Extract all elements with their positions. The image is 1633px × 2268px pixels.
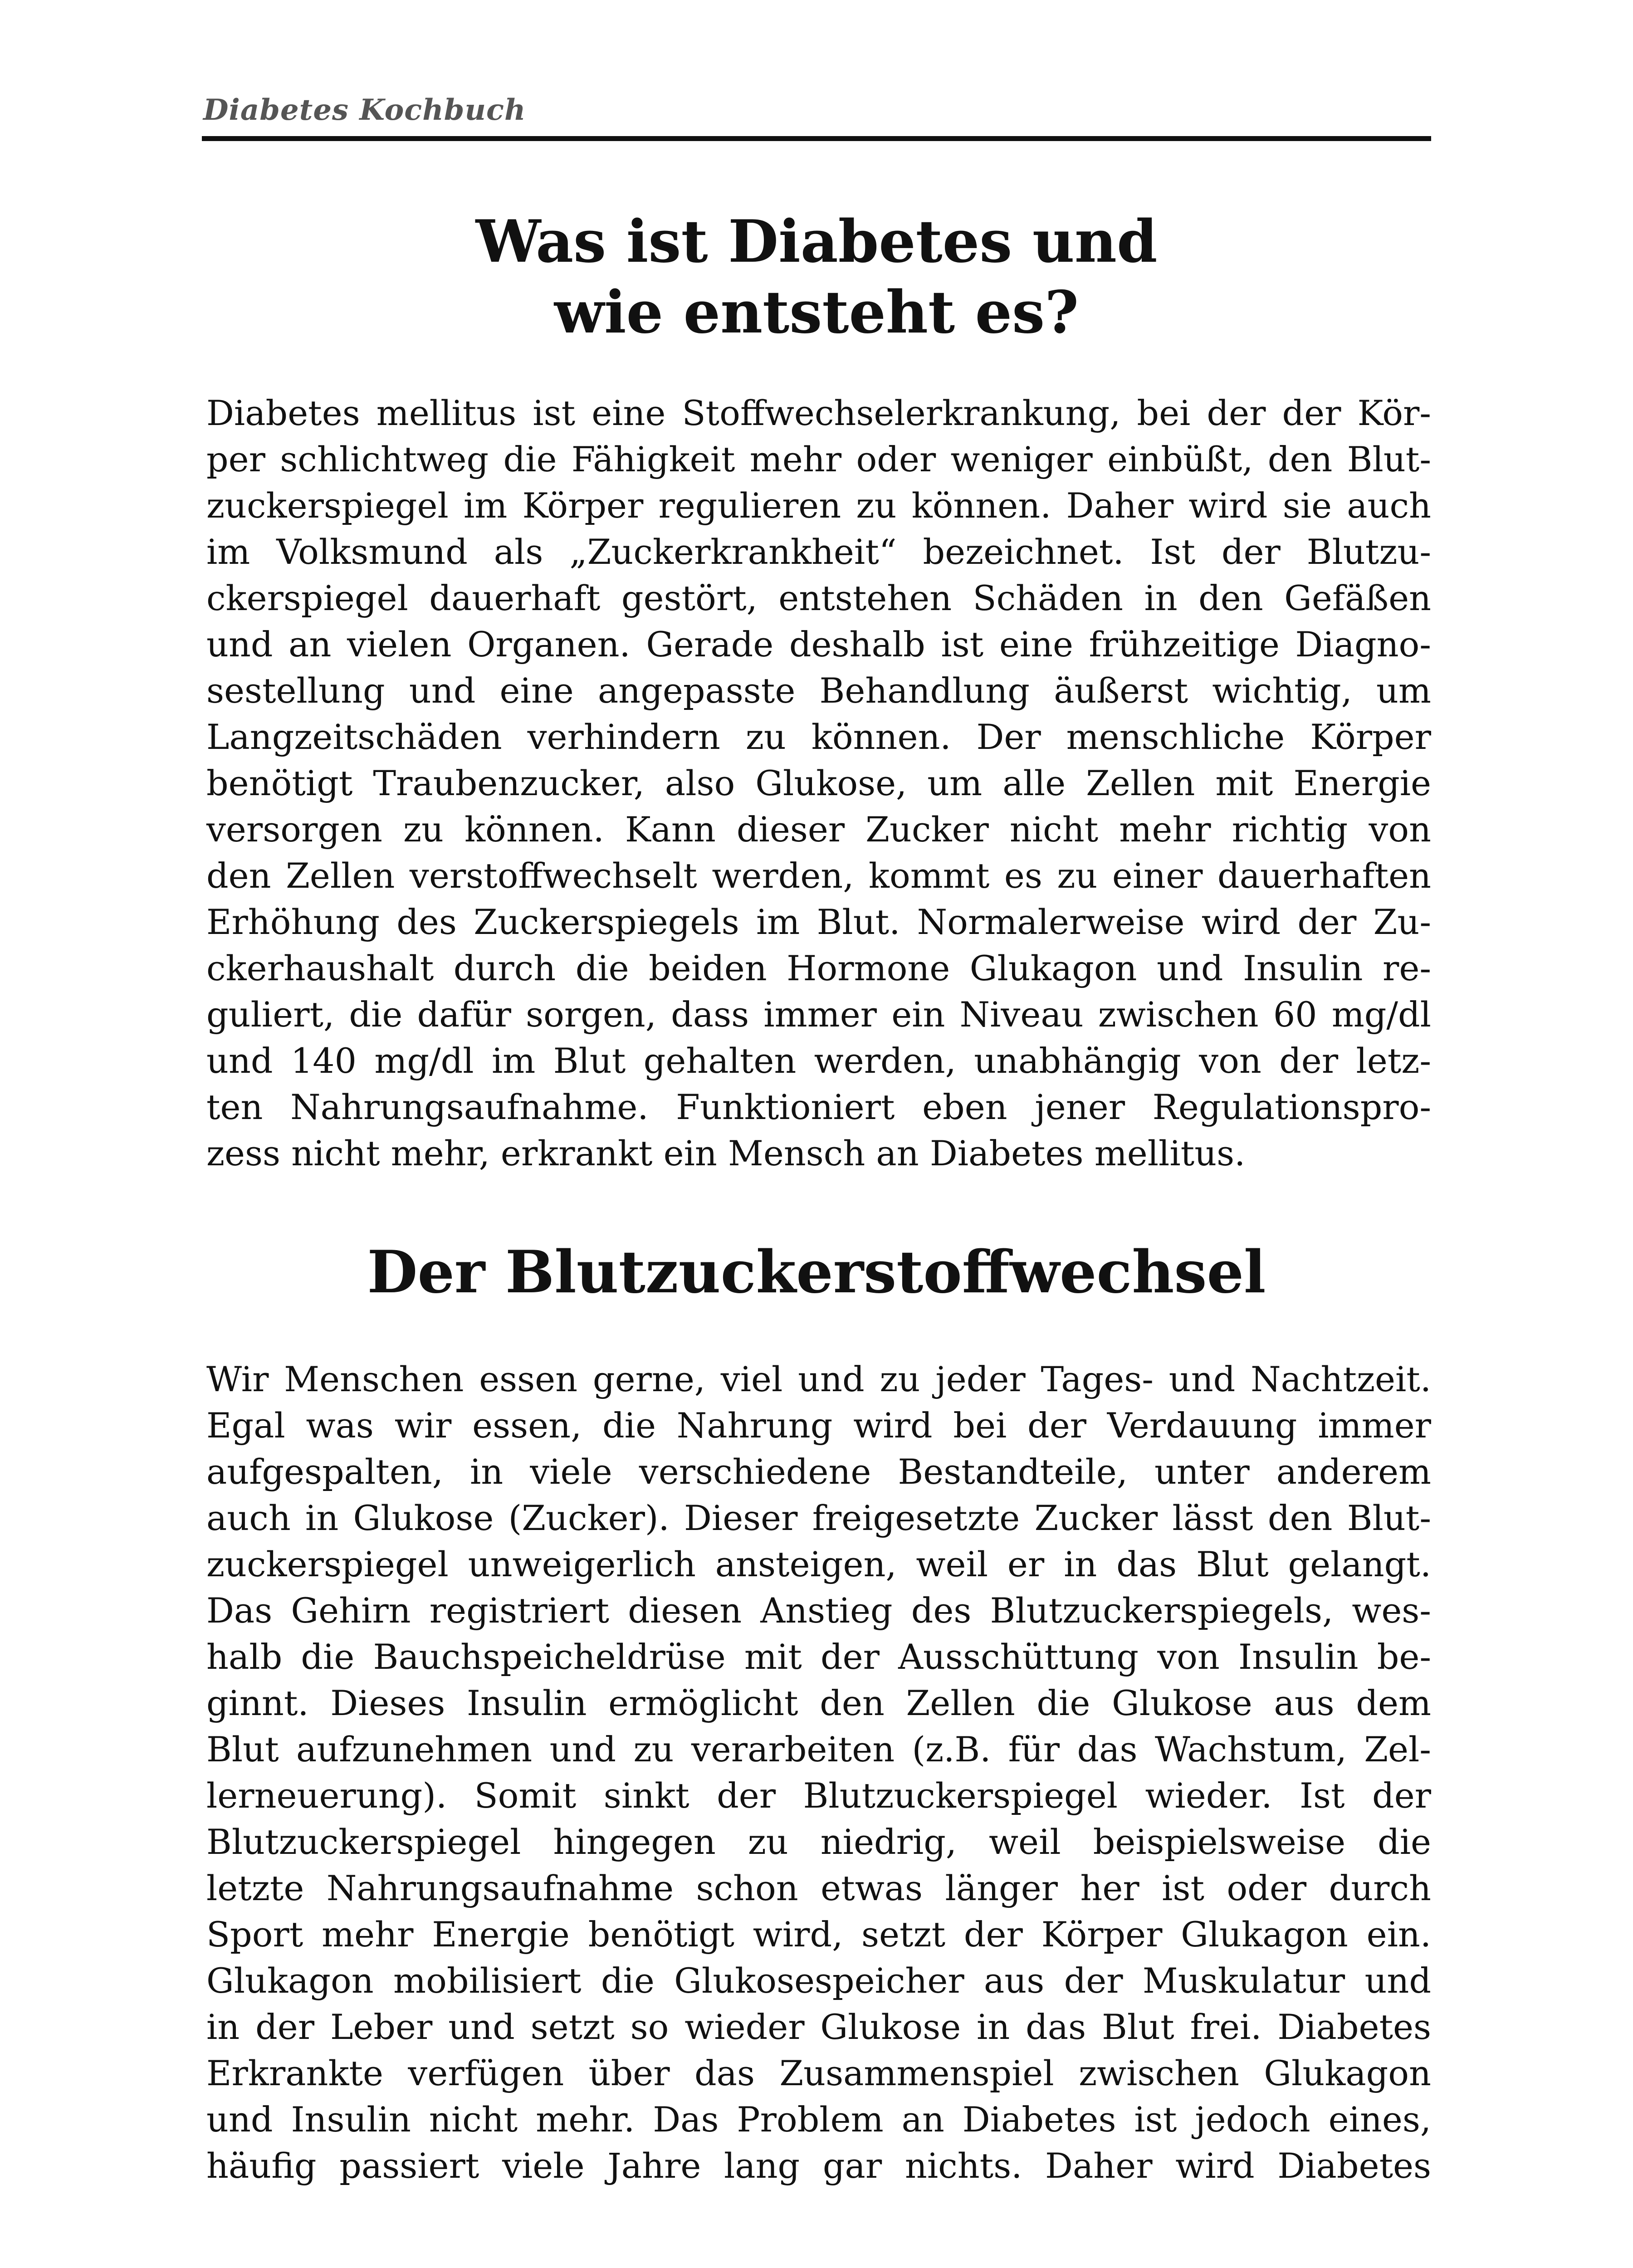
text-line: Das Gehirn registriert diesen Anstieg des Blutzuckerspiegels, wes- (206, 1590, 1431, 1631)
text-line: lerneuerung). Somit sinkt der Blutzuckerspiegel wieder. Ist der (206, 1775, 1431, 1816)
text-line: sestellung und eine angepasste Behandlung äußerst wichtig, um (206, 670, 1431, 711)
text-line: ginnt. Dieses Insulin ermöglicht den Zellen die Glukose aus dem (206, 1683, 1431, 1723)
section-title: Der Blutzuckerstoffwechsel (367, 1238, 1266, 1306)
text-line: auch in Glukose (Zucker). Dieser freigesetzte Zucker lässt den Blut- (206, 1498, 1431, 1538)
text-line: Glukagon mobilisiert die Glukosespeicher aus der Muskulatur und (206, 1960, 1431, 2001)
text-line: Erhöhung des Zuckerspiegels im Blut. Normalerweise wird der Zu- (206, 902, 1431, 942)
text-line: aufgespalten, in viele verschiedene Bestandteile, unter anderem (206, 1452, 1431, 1492)
text-line: ckerspiegel dauerhaft gestört, entstehen Schäden in den Gefäßen (206, 578, 1431, 618)
text-line: zuckerspiegel unweigerlich ansteigen, weil er in das Blut gelangt. (206, 1544, 1431, 1584)
text-line: versorgen zu können. Kann dieser Zucker nicht mehr richtig von (206, 809, 1431, 850)
text-line: benötigt Traubenzucker, also Glukose, um alle Zellen mit Energie (206, 763, 1431, 803)
text-line: Langzeitschäden verhindern zu können. Der menschliche Körper (206, 717, 1431, 757)
text-line: ckerhaushalt durch die beiden Hormone Glukagon und Insulin re- (206, 948, 1431, 988)
running-header-title: Diabetes Kochbuch (203, 93, 526, 127)
text-line: Egal was wir essen, die Nahrung wird bei der Verdauung immer (206, 1405, 1431, 1446)
chapter-title-line: Was ist Diabetes und (475, 208, 1158, 276)
text-line: und Insulin nicht mehr. Das Problem an Diabetes ist jedoch eines, (206, 2099, 1431, 2140)
text-line: häufig passiert viele Jahre lang gar nichts. Daher wird Diabetes (206, 2146, 1431, 2186)
chapter-title-line: wie entsteht es? (554, 279, 1079, 347)
text-line: per schlichtweg die Fähigkeit mehr oder weniger einbüßt, den Blut- (206, 439, 1431, 479)
text-line: Diabetes mellitus ist eine Stoffwechselerkrankung, bei der der Kör- (206, 393, 1431, 433)
text-line: guliert, die dafür sorgen, dass immer ein Niveau zwischen 60 mg/dl (206, 994, 1431, 1035)
text-line: den Zellen verstoffwechselt werden, kommt es zu einer dauerhaften (206, 855, 1431, 896)
text-line: im Volksmund als „Zuckerkrankheit“ bezeichnet. Ist der Blutzu- (206, 532, 1431, 572)
text-line: Sport mehr Energie benötigt wird, setzt der Körper Glukagon ein. (206, 1914, 1431, 1955)
text-line: Blutzuckerspiegel hingegen zu niedrig, weil beispielsweise die (206, 1822, 1431, 1862)
text-line: Wir Menschen essen gerne, viel und zu jeder Tages- und Nachtzeit. (206, 1359, 1431, 1399)
text-line: zess nicht mehr, erkrankt ein Mensch an Diabetes mellitus. (206, 1133, 1246, 1173)
intro-paragraph (206, 390, 1431, 1177)
text-line: in der Leber und setzt so wieder Glukose in das Blut frei. Diabetes (206, 2007, 1431, 2047)
chapter-title (202, 206, 1431, 348)
metabolism-paragraph (206, 1356, 1431, 2189)
text-line: zuckerspiegel im Körper regulieren zu können. Daher wird sie auch (206, 485, 1431, 526)
text-line: halb die Bauchspeicheldrüse mit der Ausschüttung von Insulin be- (206, 1637, 1431, 1677)
text-line: Blut aufzunehmen und zu verarbeiten (z.B. für das Wachstum, Zel- (206, 1729, 1431, 1769)
text-line: und an vielen Organen. Gerade deshalb ist eine frühzeitige Diagno- (206, 624, 1431, 665)
text-line: ten Nahrungsaufnahme. Funktioniert eben jener Regulationspro- (206, 1087, 1431, 1127)
header-rule (202, 136, 1431, 141)
text-line: letzte Nahrungsaufnahme schon etwas länger her ist oder durch (206, 1868, 1431, 1908)
text-line: Erkrankte verfügen über das Zusammenspiel zwischen Glukagon (206, 2053, 1431, 2093)
text-line: und 140 mg/dl im Blut gehalten werden, unabhängig von der letz- (206, 1041, 1431, 1081)
